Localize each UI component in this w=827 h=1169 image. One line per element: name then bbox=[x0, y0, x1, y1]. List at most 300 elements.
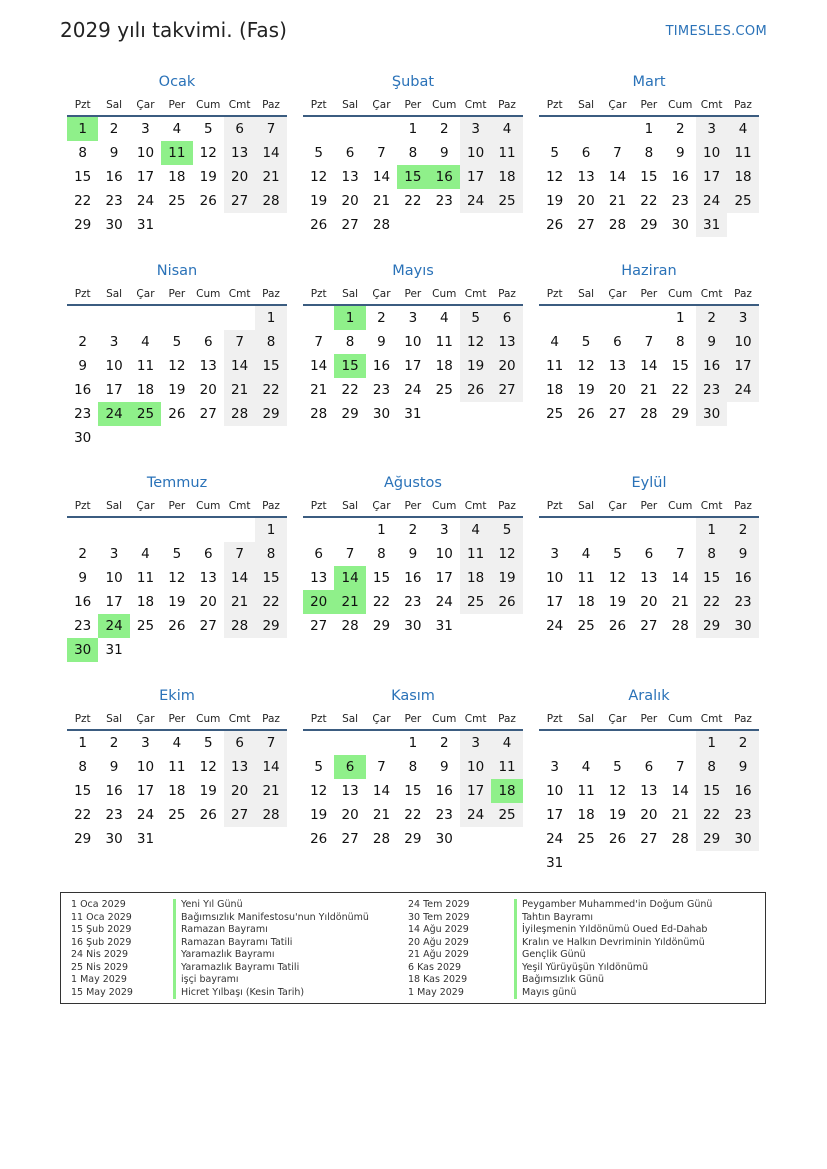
day-cell[interactable]: 12 bbox=[608, 570, 627, 586]
day-cell[interactable]: 22 bbox=[255, 590, 286, 614]
day-cell[interactable]: 5 bbox=[613, 759, 622, 775]
site-link[interactable]: TIMESLES.COM bbox=[665, 24, 767, 39]
day-cell[interactable]: 22 bbox=[372, 594, 391, 610]
day-cell[interactable]: 26 bbox=[199, 193, 217, 209]
day-cell[interactable]: 19 bbox=[310, 807, 328, 823]
day-cell[interactable]: 27 bbox=[310, 618, 328, 634]
day-cell[interactable]: 16 bbox=[372, 358, 391, 374]
day-cell[interactable]: 19 bbox=[168, 382, 186, 398]
day-cell[interactable]: 20 bbox=[491, 354, 522, 378]
day-cell[interactable]: 22 bbox=[404, 807, 422, 823]
day-cell[interactable]: 27 bbox=[577, 217, 595, 233]
day-cell[interactable]: 13 bbox=[310, 570, 328, 586]
day-cell[interactable]: 31 bbox=[136, 217, 155, 233]
day-cell[interactable]: 11 bbox=[577, 570, 595, 586]
day-cell[interactable]: 16 bbox=[404, 570, 422, 586]
day-cell[interactable]: 25 bbox=[136, 618, 155, 634]
day-cell[interactable]: 19 bbox=[199, 783, 217, 799]
day-cell[interactable]: 27 bbox=[224, 803, 255, 827]
day-cell[interactable]: 31 bbox=[546, 855, 564, 871]
day-cell[interactable]: 12 bbox=[310, 783, 328, 799]
day-cell[interactable]: 1 bbox=[696, 518, 727, 542]
day-cell[interactable]: 13 bbox=[640, 783, 658, 799]
day-cell[interactable]: 16 bbox=[105, 169, 123, 185]
day-cell[interactable]: 25 bbox=[435, 382, 453, 398]
day-cell[interactable]: 14 bbox=[255, 141, 286, 165]
day-cell[interactable]: 2 bbox=[727, 518, 758, 542]
day-cell[interactable]: 6 bbox=[613, 334, 622, 350]
day-cell[interactable]: 10 bbox=[460, 755, 491, 779]
day-cell[interactable]: 2 bbox=[78, 334, 87, 350]
day-cell[interactable]: 25 bbox=[460, 590, 491, 614]
day-cell[interactable]: 26 bbox=[168, 406, 186, 422]
day-cell[interactable]: 28 bbox=[224, 402, 255, 426]
day-cell[interactable]: 13 bbox=[199, 570, 217, 586]
day-cell[interactable]: 16 bbox=[727, 566, 758, 590]
day-cell[interactable]: 30 bbox=[404, 618, 422, 634]
day-cell[interactable]: 3 bbox=[141, 121, 150, 137]
day-cell[interactable]: 7 bbox=[377, 759, 386, 775]
day-cell[interactable]: 11 bbox=[546, 358, 564, 374]
day-cell[interactable]: 14 bbox=[310, 358, 328, 374]
day-cell[interactable]: 17 bbox=[105, 594, 123, 610]
day-cell[interactable]: 24 bbox=[546, 831, 564, 847]
day-cell[interactable]: 10 bbox=[696, 141, 727, 165]
day-cell[interactable]: 12 bbox=[199, 759, 217, 775]
day-cell[interactable]: 15 bbox=[640, 169, 658, 185]
day-cell[interactable]: 24 bbox=[460, 803, 491, 827]
day-cell[interactable]: 3 bbox=[460, 731, 491, 755]
day-cell[interactable]: 10 bbox=[546, 570, 564, 586]
day-cell[interactable]: 9 bbox=[727, 755, 758, 779]
day-cell[interactable]: 1 bbox=[408, 735, 418, 751]
day-cell[interactable]: 9 bbox=[78, 570, 87, 586]
day-cell[interactable]: 24 bbox=[435, 594, 453, 610]
day-cell[interactable]: 22 bbox=[696, 590, 727, 614]
day-cell[interactable]: 8 bbox=[675, 334, 685, 350]
day-cell[interactable]: 27 bbox=[640, 618, 658, 634]
day-cell[interactable]: 12 bbox=[168, 358, 186, 374]
day-cell[interactable]: 19 bbox=[310, 193, 328, 209]
day-cell[interactable]: 31 bbox=[136, 831, 155, 847]
day-cell[interactable]: 1 bbox=[255, 518, 286, 542]
day-cell[interactable]: 29 bbox=[255, 614, 286, 638]
day-cell[interactable]: 25 bbox=[727, 189, 758, 213]
day-cell[interactable]: 11 bbox=[491, 755, 522, 779]
day-cell[interactable]: 3 bbox=[408, 310, 418, 326]
day-cell[interactable]: 16 bbox=[435, 783, 453, 799]
day-cell[interactable]: 11 bbox=[577, 783, 595, 799]
day-cell[interactable]: 26 bbox=[491, 590, 522, 614]
day-cell[interactable]: 8 bbox=[345, 334, 355, 350]
day-cell[interactable]: 11 bbox=[491, 141, 522, 165]
day-cell[interactable]: 12 bbox=[168, 570, 186, 586]
day-cell[interactable]: 28 bbox=[341, 618, 359, 634]
day-cell[interactable]: 14 bbox=[224, 354, 255, 378]
day-cell[interactable]: 13 bbox=[341, 783, 359, 799]
day-cell[interactable]: 3 bbox=[550, 546, 559, 562]
holiday-day[interactable]: 21 bbox=[334, 590, 365, 614]
day-cell[interactable]: 26 bbox=[608, 618, 627, 634]
holiday-day[interactable]: 18 bbox=[491, 779, 522, 803]
day-cell[interactable]: 16 bbox=[671, 169, 689, 185]
day-cell[interactable]: 20 bbox=[199, 594, 217, 610]
day-cell[interactable]: 8 bbox=[78, 145, 87, 161]
day-cell[interactable]: 15 bbox=[671, 358, 689, 374]
holiday-day[interactable]: 11 bbox=[161, 141, 192, 165]
day-cell[interactable]: 29 bbox=[640, 217, 658, 233]
day-cell[interactable]: 16 bbox=[696, 354, 727, 378]
day-cell[interactable]: 12 bbox=[577, 358, 595, 374]
day-cell[interactable]: 15 bbox=[404, 783, 422, 799]
day-cell[interactable]: 18 bbox=[136, 382, 155, 398]
day-cell[interactable]: 3 bbox=[439, 522, 449, 538]
day-cell[interactable]: 12 bbox=[491, 542, 522, 566]
day-cell[interactable]: 22 bbox=[74, 807, 92, 823]
day-cell[interactable]: 28 bbox=[372, 217, 391, 233]
holiday-day[interactable]: 24 bbox=[98, 614, 129, 638]
day-cell[interactable]: 13 bbox=[224, 755, 255, 779]
day-cell[interactable]: 15 bbox=[255, 354, 286, 378]
day-cell[interactable]: 8 bbox=[78, 759, 87, 775]
day-cell[interactable]: 4 bbox=[491, 731, 522, 755]
day-cell[interactable]: 20 bbox=[608, 382, 627, 398]
day-cell[interactable]: 14 bbox=[372, 169, 391, 185]
day-cell[interactable]: 20 bbox=[341, 193, 359, 209]
day-cell[interactable]: 5 bbox=[172, 334, 182, 350]
day-cell[interactable]: 19 bbox=[199, 169, 217, 185]
day-cell[interactable]: 23 bbox=[696, 378, 727, 402]
day-cell[interactable]: 3 bbox=[109, 546, 119, 562]
day-cell[interactable]: 6 bbox=[203, 546, 213, 562]
day-cell[interactable]: 6 bbox=[314, 546, 323, 562]
day-cell[interactable]: 6 bbox=[224, 731, 255, 755]
day-cell[interactable]: 26 bbox=[546, 217, 564, 233]
day-cell[interactable]: 20 bbox=[640, 594, 658, 610]
day-cell[interactable]: 25 bbox=[168, 807, 186, 823]
day-cell[interactable]: 17 bbox=[435, 570, 453, 586]
day-cell[interactable]: 1 bbox=[78, 735, 87, 751]
day-cell[interactable]: 21 bbox=[255, 165, 286, 189]
day-cell[interactable]: 11 bbox=[460, 542, 491, 566]
day-cell[interactable]: 3 bbox=[727, 306, 758, 330]
day-cell[interactable]: 16 bbox=[74, 594, 92, 610]
day-cell[interactable]: 18 bbox=[727, 165, 758, 189]
day-cell[interactable]: 1 bbox=[696, 731, 727, 755]
day-cell[interactable]: 3 bbox=[141, 735, 150, 751]
day-cell[interactable]: 21 bbox=[310, 382, 328, 398]
holiday-day[interactable]: 6 bbox=[334, 755, 365, 779]
day-cell[interactable]: 2 bbox=[109, 121, 119, 137]
day-cell[interactable]: 10 bbox=[546, 783, 564, 799]
day-cell[interactable]: 24 bbox=[404, 382, 422, 398]
day-cell[interactable]: 2 bbox=[727, 731, 758, 755]
day-cell[interactable]: 4 bbox=[727, 117, 758, 141]
day-cell[interactable]: 3 bbox=[696, 117, 727, 141]
day-cell[interactable]: 3 bbox=[109, 334, 119, 350]
day-cell[interactable]: 23 bbox=[435, 193, 453, 209]
day-cell[interactable]: 17 bbox=[460, 165, 491, 189]
holiday-day[interactable]: 15 bbox=[397, 165, 428, 189]
day-cell[interactable]: 5 bbox=[314, 145, 323, 161]
day-cell[interactable]: 6 bbox=[581, 145, 591, 161]
day-cell[interactable]: 5 bbox=[581, 334, 591, 350]
day-cell[interactable]: 28 bbox=[640, 406, 658, 422]
day-cell[interactable]: 4 bbox=[581, 546, 591, 562]
day-cell[interactable]: 27 bbox=[199, 406, 217, 422]
day-cell[interactable]: 17 bbox=[696, 165, 727, 189]
day-cell[interactable]: 1 bbox=[644, 121, 654, 137]
day-cell[interactable]: 6 bbox=[345, 145, 355, 161]
day-cell[interactable]: 20 bbox=[577, 193, 595, 209]
day-cell[interactable]: 6 bbox=[644, 759, 654, 775]
day-cell[interactable]: 26 bbox=[577, 406, 595, 422]
day-cell[interactable]: 7 bbox=[644, 334, 654, 350]
day-cell[interactable]: 13 bbox=[608, 358, 627, 374]
day-cell[interactable]: 3 bbox=[460, 117, 491, 141]
holiday-day[interactable]: 1 bbox=[67, 117, 98, 141]
day-cell[interactable]: 26 bbox=[199, 807, 217, 823]
day-cell[interactable]: 29 bbox=[74, 831, 92, 847]
day-cell[interactable]: 15 bbox=[255, 566, 286, 590]
day-cell[interactable]: 15 bbox=[372, 570, 391, 586]
day-cell[interactable]: 2 bbox=[109, 735, 119, 751]
day-cell[interactable]: 2 bbox=[439, 735, 449, 751]
day-cell[interactable]: 1 bbox=[377, 522, 386, 538]
day-cell[interactable]: 20 bbox=[640, 807, 658, 823]
day-cell[interactable]: 17 bbox=[136, 169, 155, 185]
day-cell[interactable]: 15 bbox=[74, 169, 92, 185]
day-cell[interactable]: 10 bbox=[727, 330, 758, 354]
day-cell[interactable]: 29 bbox=[255, 402, 286, 426]
day-cell[interactable]: 8 bbox=[696, 755, 727, 779]
holiday-day[interactable]: 1 bbox=[334, 306, 365, 330]
day-cell[interactable]: 11 bbox=[136, 570, 155, 586]
day-cell[interactable]: 6 bbox=[224, 117, 255, 141]
day-cell[interactable]: 24 bbox=[696, 189, 727, 213]
day-cell[interactable]: 19 bbox=[546, 193, 564, 209]
day-cell[interactable]: 23 bbox=[372, 382, 391, 398]
day-cell[interactable]: 7 bbox=[377, 145, 386, 161]
day-cell[interactable]: 7 bbox=[675, 546, 685, 562]
day-cell[interactable]: 2 bbox=[675, 121, 685, 137]
day-cell[interactable]: 5 bbox=[550, 145, 559, 161]
day-cell[interactable]: 19 bbox=[608, 594, 627, 610]
day-cell[interactable]: 28 bbox=[671, 618, 689, 634]
day-cell[interactable]: 4 bbox=[491, 117, 522, 141]
day-cell[interactable]: 23 bbox=[404, 594, 422, 610]
day-cell[interactable]: 4 bbox=[460, 518, 491, 542]
day-cell[interactable]: 28 bbox=[372, 831, 391, 847]
day-cell[interactable]: 12 bbox=[546, 169, 564, 185]
day-cell[interactable]: 29 bbox=[671, 406, 689, 422]
day-cell[interactable]: 23 bbox=[435, 807, 453, 823]
day-cell[interactable]: 2 bbox=[377, 310, 386, 326]
day-cell[interactable]: 24 bbox=[546, 618, 564, 634]
day-cell[interactable]: 24 bbox=[460, 189, 491, 213]
day-cell[interactable]: 22 bbox=[640, 193, 658, 209]
day-cell[interactable]: 29 bbox=[372, 618, 391, 634]
day-cell[interactable]: 24 bbox=[727, 378, 758, 402]
day-cell[interactable]: 21 bbox=[255, 779, 286, 803]
day-cell[interactable]: 29 bbox=[696, 614, 727, 638]
day-cell[interactable]: 14 bbox=[640, 358, 658, 374]
day-cell[interactable]: 26 bbox=[310, 217, 328, 233]
day-cell[interactable]: 20 bbox=[224, 165, 255, 189]
day-cell[interactable]: 1 bbox=[675, 310, 685, 326]
day-cell[interactable]: 25 bbox=[546, 406, 564, 422]
day-cell[interactable]: 4 bbox=[581, 759, 591, 775]
day-cell[interactable]: 8 bbox=[408, 145, 418, 161]
day-cell[interactable]: 30 bbox=[372, 406, 391, 422]
day-cell[interactable]: 15 bbox=[74, 783, 92, 799]
day-cell[interactable]: 23 bbox=[105, 807, 123, 823]
day-cell[interactable]: 22 bbox=[404, 193, 422, 209]
day-cell[interactable]: 10 bbox=[105, 358, 123, 374]
day-cell[interactable]: 19 bbox=[577, 382, 595, 398]
day-cell[interactable]: 7 bbox=[255, 731, 286, 755]
day-cell[interactable]: 7 bbox=[255, 117, 286, 141]
day-cell[interactable]: 25 bbox=[577, 618, 595, 634]
holiday-day[interactable]: 25 bbox=[130, 402, 161, 426]
day-cell[interactable]: 2 bbox=[439, 121, 449, 137]
day-cell[interactable]: 23 bbox=[671, 193, 689, 209]
day-cell[interactable]: 14 bbox=[372, 783, 391, 799]
day-cell[interactable]: 13 bbox=[491, 330, 522, 354]
day-cell[interactable]: 23 bbox=[727, 590, 758, 614]
day-cell[interactable]: 8 bbox=[408, 759, 418, 775]
day-cell[interactable]: 7 bbox=[314, 334, 323, 350]
day-cell[interactable]: 9 bbox=[727, 542, 758, 566]
day-cell[interactable]: 17 bbox=[460, 779, 491, 803]
day-cell[interactable]: 17 bbox=[546, 594, 564, 610]
day-cell[interactable]: 19 bbox=[608, 807, 627, 823]
day-cell[interactable]: 23 bbox=[74, 618, 92, 634]
day-cell[interactable]: 28 bbox=[671, 831, 689, 847]
day-cell[interactable]: 27 bbox=[224, 189, 255, 213]
day-cell[interactable]: 21 bbox=[224, 590, 255, 614]
day-cell[interactable]: 1 bbox=[255, 306, 286, 330]
day-cell[interactable]: 30 bbox=[727, 827, 758, 851]
day-cell[interactable]: 31 bbox=[105, 642, 123, 658]
day-cell[interactable]: 14 bbox=[224, 566, 255, 590]
day-cell[interactable]: 15 bbox=[696, 566, 727, 590]
day-cell[interactable]: 22 bbox=[696, 803, 727, 827]
day-cell[interactable]: 8 bbox=[255, 330, 286, 354]
day-cell[interactable]: 7 bbox=[675, 759, 685, 775]
day-cell[interactable]: 4 bbox=[550, 334, 559, 350]
day-cell[interactable]: 7 bbox=[224, 542, 255, 566]
day-cell[interactable]: 18 bbox=[168, 169, 186, 185]
day-cell[interactable]: 31 bbox=[696, 213, 727, 237]
day-cell[interactable]: 27 bbox=[491, 378, 522, 402]
day-cell[interactable]: 26 bbox=[608, 831, 627, 847]
day-cell[interactable]: 17 bbox=[136, 783, 155, 799]
holiday-day[interactable]: 16 bbox=[429, 165, 460, 189]
day-cell[interactable]: 10 bbox=[435, 546, 453, 562]
day-cell[interactable]: 17 bbox=[546, 807, 564, 823]
day-cell[interactable]: 19 bbox=[168, 594, 186, 610]
day-cell[interactable]: 7 bbox=[224, 330, 255, 354]
day-cell[interactable]: 11 bbox=[168, 759, 186, 775]
day-cell[interactable]: 30 bbox=[105, 831, 123, 847]
day-cell[interactable]: 30 bbox=[435, 831, 453, 847]
day-cell[interactable]: 23 bbox=[105, 193, 123, 209]
day-cell[interactable]: 14 bbox=[671, 570, 689, 586]
day-cell[interactable]: 9 bbox=[439, 759, 449, 775]
day-cell[interactable]: 9 bbox=[675, 145, 685, 161]
day-cell[interactable]: 6 bbox=[644, 546, 654, 562]
day-cell[interactable]: 1 bbox=[408, 121, 418, 137]
day-cell[interactable]: 13 bbox=[577, 169, 595, 185]
holiday-day[interactable]: 15 bbox=[334, 354, 365, 378]
day-cell[interactable]: 16 bbox=[727, 779, 758, 803]
day-cell[interactable]: 7 bbox=[613, 145, 622, 161]
day-cell[interactable]: 20 bbox=[341, 807, 359, 823]
day-cell[interactable]: 5 bbox=[203, 121, 213, 137]
day-cell[interactable]: 4 bbox=[439, 310, 449, 326]
day-cell[interactable]: 19 bbox=[460, 354, 491, 378]
day-cell[interactable]: 24 bbox=[136, 807, 155, 823]
day-cell[interactable]: 3 bbox=[550, 759, 559, 775]
day-cell[interactable]: 22 bbox=[255, 378, 286, 402]
day-cell[interactable]: 21 bbox=[372, 807, 391, 823]
day-cell[interactable]: 4 bbox=[141, 546, 150, 562]
day-cell[interactable]: 12 bbox=[310, 169, 328, 185]
day-cell[interactable]: 5 bbox=[613, 546, 622, 562]
day-cell[interactable]: 27 bbox=[199, 618, 217, 634]
day-cell[interactable]: 14 bbox=[255, 755, 286, 779]
day-cell[interactable]: 5 bbox=[491, 518, 522, 542]
day-cell[interactable]: 24 bbox=[136, 193, 155, 209]
day-cell[interactable]: 11 bbox=[435, 334, 453, 350]
day-cell[interactable]: 18 bbox=[435, 358, 453, 374]
day-cell[interactable]: 10 bbox=[136, 759, 155, 775]
day-cell[interactable]: 9 bbox=[109, 759, 119, 775]
day-cell[interactable]: 6 bbox=[491, 306, 522, 330]
day-cell[interactable]: 28 bbox=[310, 406, 328, 422]
day-cell[interactable]: 6 bbox=[203, 334, 213, 350]
day-cell[interactable]: 28 bbox=[224, 614, 255, 638]
day-cell[interactable]: 9 bbox=[109, 145, 119, 161]
day-cell[interactable]: 9 bbox=[78, 358, 87, 374]
day-cell[interactable]: 25 bbox=[491, 189, 522, 213]
day-cell[interactable]: 10 bbox=[105, 570, 123, 586]
day-cell[interactable]: 5 bbox=[314, 759, 323, 775]
day-cell[interactable]: 16 bbox=[105, 783, 123, 799]
day-cell[interactable]: 21 bbox=[671, 594, 689, 610]
day-cell[interactable]: 5 bbox=[203, 735, 213, 751]
day-cell[interactable]: 9 bbox=[377, 334, 386, 350]
day-cell[interactable]: 30 bbox=[671, 217, 689, 233]
day-cell[interactable]: 23 bbox=[74, 406, 92, 422]
day-cell[interactable]: 13 bbox=[199, 358, 217, 374]
day-cell[interactable]: 22 bbox=[671, 382, 689, 398]
day-cell[interactable]: 28 bbox=[255, 189, 286, 213]
day-cell[interactable]: 12 bbox=[608, 783, 627, 799]
day-cell[interactable]: 30 bbox=[727, 614, 758, 638]
day-cell[interactable]: 18 bbox=[491, 165, 522, 189]
holiday-day[interactable]: 24 bbox=[98, 402, 129, 426]
day-cell[interactable]: 28 bbox=[608, 217, 627, 233]
holiday-day[interactable]: 30 bbox=[67, 638, 98, 662]
day-cell[interactable]: 12 bbox=[199, 145, 217, 161]
day-cell[interactable]: 15 bbox=[696, 779, 727, 803]
day-cell[interactable]: 9 bbox=[408, 546, 418, 562]
day-cell[interactable]: 17 bbox=[727, 354, 758, 378]
day-cell[interactable]: 20 bbox=[224, 779, 255, 803]
day-cell[interactable]: 11 bbox=[727, 141, 758, 165]
